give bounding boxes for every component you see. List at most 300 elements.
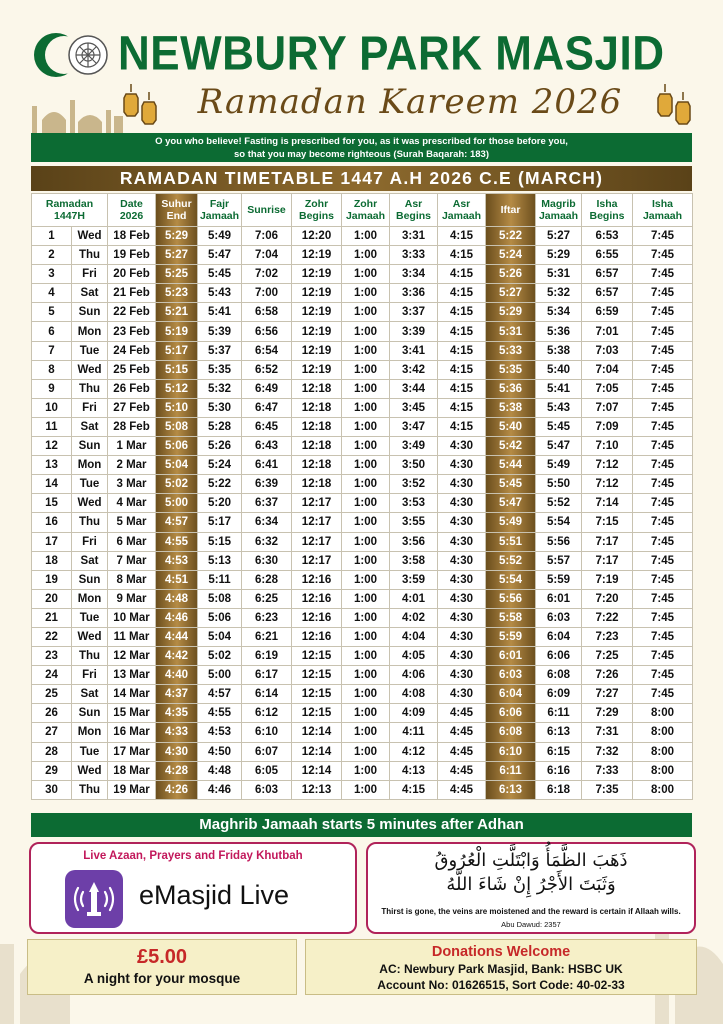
- table-cell: 7:25: [582, 647, 633, 666]
- table-cell: 4:26: [156, 780, 198, 799]
- table-cell: 5:56: [486, 589, 536, 608]
- table-cell: 5:36: [536, 322, 582, 341]
- table-row: [32, 570, 693, 589]
- table-cell: 6:13: [536, 723, 582, 742]
- table-cell: 6:03: [242, 780, 292, 799]
- table-cell: 5:29: [156, 227, 198, 246]
- table-cell: 5:50: [536, 475, 582, 494]
- table-cell: 1:00: [342, 265, 390, 284]
- table-cell: Sat: [72, 417, 108, 436]
- table-cell: 4:30: [438, 647, 486, 666]
- table-cell: 12:17: [292, 551, 342, 570]
- table-cell: 4:57: [156, 513, 198, 532]
- table-cell: 7:00: [242, 284, 292, 303]
- table-cell: 16 Mar: [108, 723, 156, 742]
- table-cell: 12:19: [292, 265, 342, 284]
- table-cell: 5:21: [156, 303, 198, 322]
- table-cell: 19: [32, 570, 72, 589]
- column-header-line: 1447H: [54, 210, 85, 222]
- table-row: [32, 589, 693, 608]
- table-cell: 6:58: [242, 303, 292, 322]
- table-cell: 20 Feb: [108, 265, 156, 284]
- table-cell: 3:31: [390, 227, 438, 246]
- table-cell: 12:19: [292, 246, 342, 265]
- table-row: [32, 322, 693, 341]
- table-cell: 4:45: [438, 761, 486, 780]
- table-row: [32, 551, 693, 570]
- table-row: [32, 647, 693, 666]
- table-cell: 13 Mar: [108, 666, 156, 685]
- table-cell: 7:26: [582, 666, 633, 685]
- table-cell: 5:00: [156, 494, 198, 513]
- table-cell: 1:00: [342, 456, 390, 475]
- table-cell: 13: [32, 456, 72, 475]
- hadith-panel: [366, 842, 696, 934]
- table-cell: 3 Mar: [108, 475, 156, 494]
- table-cell: 10: [32, 398, 72, 417]
- table-cell: 4:30: [438, 608, 486, 627]
- table-cell: 5:06: [156, 437, 198, 456]
- table-cell: 4:42: [156, 647, 198, 666]
- table-cell: Thu: [72, 379, 108, 398]
- table-cell: 4:53: [198, 723, 242, 742]
- table-cell: 6:39: [242, 475, 292, 494]
- quran-verse-banner: [31, 133, 692, 162]
- table-cell: 5:32: [198, 379, 242, 398]
- table-cell: 5:38: [486, 398, 536, 417]
- table-cell: 4:30: [438, 532, 486, 551]
- table-cell: 4:44: [156, 627, 198, 646]
- price-caption: A night for your mosque: [83, 971, 241, 986]
- table-cell: Sat: [72, 685, 108, 704]
- table-cell: 6:10: [486, 742, 536, 761]
- table-cell: 4:45: [438, 723, 486, 742]
- column-header: [108, 194, 156, 227]
- table-cell: 7:32: [582, 742, 633, 761]
- column-header-line: Jamaah: [345, 210, 386, 222]
- table-cell: 5:59: [536, 570, 582, 589]
- table-cell: 4:37: [156, 685, 198, 704]
- table-cell: 30: [32, 780, 72, 799]
- table-cell: 4:08: [390, 685, 438, 704]
- table-cell: 6:01: [536, 589, 582, 608]
- table-cell: 2: [32, 246, 72, 265]
- table-cell: Sun: [72, 704, 108, 723]
- table-cell: 7:45: [633, 666, 693, 685]
- table-cell: Wed: [72, 627, 108, 646]
- table-cell: 6:57: [582, 265, 633, 284]
- table-cell: 4:55: [156, 532, 198, 551]
- table-cell: 4:45: [438, 780, 486, 799]
- column-header-line: Isha: [652, 198, 674, 210]
- table-cell: 5:23: [156, 284, 198, 303]
- table-cell: 5:44: [486, 456, 536, 475]
- verse-line-1: O you who believe! Fasting is prescribed for you, as it was prescribed for those before you,: [155, 136, 568, 147]
- column-header-line: Jamaah: [538, 210, 579, 222]
- table-row: [32, 398, 693, 417]
- live-heading: Live Azaan, Prayers and Friday Khutbah: [83, 850, 303, 862]
- table-cell: 1:00: [342, 627, 390, 646]
- table-cell: 17 Mar: [108, 742, 156, 761]
- table-cell: 6:08: [486, 723, 536, 742]
- table-cell: 12:20: [292, 227, 342, 246]
- timetable: [31, 193, 693, 800]
- table-cell: 1:00: [342, 551, 390, 570]
- table-cell: 5:24: [198, 456, 242, 475]
- timetable-header: [32, 194, 693, 227]
- table-cell: 3:36: [390, 284, 438, 303]
- table-cell: 7:23: [582, 627, 633, 646]
- table-cell: 1:00: [342, 608, 390, 627]
- table-cell: 5:32: [536, 284, 582, 303]
- table-cell: 6:55: [582, 246, 633, 265]
- table-cell: 12:15: [292, 666, 342, 685]
- table-cell: 6:05: [242, 761, 292, 780]
- table-cell: 3:34: [390, 265, 438, 284]
- column-header-line: Isha: [596, 198, 618, 210]
- table-cell: 5:42: [486, 437, 536, 456]
- table-cell: 5:49: [536, 456, 582, 475]
- table-cell: 1:00: [342, 761, 390, 780]
- table-cell: 7:31: [582, 723, 633, 742]
- emasjid-live-panel: [29, 842, 357, 934]
- table-cell: 4:12: [390, 742, 438, 761]
- table-cell: 1:00: [342, 685, 390, 704]
- table-cell: 8:00: [633, 742, 693, 761]
- table-cell: 3: [32, 265, 72, 284]
- table-cell: Mon: [72, 589, 108, 608]
- table-row: [32, 742, 693, 761]
- table-cell: 7:45: [633, 417, 693, 436]
- table-cell: 6:03: [536, 608, 582, 627]
- table-cell: 12:17: [292, 494, 342, 513]
- table-cell: 19 Mar: [108, 780, 156, 799]
- table-cell: 12:18: [292, 456, 342, 475]
- column-header: [486, 194, 536, 227]
- table-cell: 3:49: [390, 437, 438, 456]
- table-row: [32, 685, 693, 704]
- table-row: [32, 284, 693, 303]
- table-cell: 4:40: [156, 666, 198, 685]
- table-cell: 1:00: [342, 532, 390, 551]
- table-cell: 24: [32, 666, 72, 685]
- table-cell: 4:15: [438, 284, 486, 303]
- table-cell: 6:03: [486, 666, 536, 685]
- table-row: [32, 360, 693, 379]
- timetable-title: RAMADAN TIMETABLE 1447 A.H 2026 C.E (MARCH): [31, 166, 692, 191]
- table-cell: 7:17: [582, 551, 633, 570]
- table-cell: 5:35: [486, 360, 536, 379]
- table-cell: 7:45: [633, 246, 693, 265]
- table-cell: 5:15: [156, 360, 198, 379]
- table-cell: 4:15: [438, 265, 486, 284]
- table-cell: 12: [32, 437, 72, 456]
- table-cell: 7:29: [582, 704, 633, 723]
- table-cell: 7:45: [633, 456, 693, 475]
- table-cell: 5:25: [156, 265, 198, 284]
- maghrib-notice: Maghrib Jamaah starts 5 minutes after Adhan: [31, 813, 692, 837]
- table-cell: 27 Feb: [108, 398, 156, 417]
- column-header-line: Jamaah: [199, 210, 240, 222]
- column-header-line: Iftar: [500, 204, 521, 216]
- table-cell: 12:16: [292, 608, 342, 627]
- table-cell: 6:34: [242, 513, 292, 532]
- table-cell: 21: [32, 608, 72, 627]
- column-header-line: Begins: [589, 210, 625, 222]
- table-cell: 12:16: [292, 627, 342, 646]
- table-cell: 7:45: [633, 227, 693, 246]
- table-cell: 4:02: [390, 608, 438, 627]
- table-cell: 4:53: [156, 551, 198, 570]
- table-cell: 7:45: [633, 437, 693, 456]
- table-cell: 5:00: [198, 666, 242, 685]
- table-cell: Tue: [72, 742, 108, 761]
- table-cell: 7:45: [633, 513, 693, 532]
- table-cell: 7:45: [633, 647, 693, 666]
- table-cell: 14: [32, 475, 72, 494]
- table-cell: 9: [32, 379, 72, 398]
- table-cell: Fri: [72, 532, 108, 551]
- table-row: [32, 379, 693, 398]
- table-cell: Wed: [72, 360, 108, 379]
- table-cell: 21 Feb: [108, 284, 156, 303]
- table-cell: 6:14: [242, 685, 292, 704]
- table-cell: 6:21: [242, 627, 292, 646]
- table-cell: 3:45: [390, 398, 438, 417]
- table-cell: 6:41: [242, 456, 292, 475]
- table-row: [32, 723, 693, 742]
- table-cell: 6:07: [242, 742, 292, 761]
- table-cell: Mon: [72, 723, 108, 742]
- table-cell: 7:45: [633, 303, 693, 322]
- table-cell: 15 Mar: [108, 704, 156, 723]
- table-cell: 5:12: [156, 379, 198, 398]
- table-cell: 4:15: [438, 246, 486, 265]
- table-cell: 12:16: [292, 570, 342, 589]
- table-cell: 6:06: [536, 647, 582, 666]
- table-cell: 16: [32, 513, 72, 532]
- table-cell: 4:30: [438, 627, 486, 646]
- table-cell: 5:11: [198, 570, 242, 589]
- table-cell: 7:45: [633, 627, 693, 646]
- table-cell: 12:15: [292, 685, 342, 704]
- donations-bank-line: AC: Newbury Park Masjid, Bank: HSBC UK: [379, 962, 623, 976]
- table-cell: 5:52: [486, 551, 536, 570]
- table-cell: 24 Feb: [108, 341, 156, 360]
- table-cell: 4:30: [438, 589, 486, 608]
- table-cell: 12:18: [292, 475, 342, 494]
- table-cell: 5:27: [486, 284, 536, 303]
- table-cell: 7:01: [582, 322, 633, 341]
- table-cell: Tue: [72, 608, 108, 627]
- donations-account-line: Account No: 01626515, Sort Code: 40-02-33: [377, 978, 625, 992]
- table-cell: 7:04: [582, 360, 633, 379]
- table-row: [32, 456, 693, 475]
- table-cell: 4:15: [438, 303, 486, 322]
- table-cell: 5:49: [198, 227, 242, 246]
- table-cell: 12:18: [292, 417, 342, 436]
- table-row: [32, 246, 693, 265]
- table-cell: 6:04: [536, 627, 582, 646]
- table-cell: Mon: [72, 456, 108, 475]
- table-cell: 7:10: [582, 437, 633, 456]
- header-skyline-icon: [30, 96, 125, 134]
- table-cell: Wed: [72, 227, 108, 246]
- table-cell: 5:15: [198, 532, 242, 551]
- table-cell: 4:15: [438, 398, 486, 417]
- table-cell: 4:11: [390, 723, 438, 742]
- column-header-line: Suhur: [161, 198, 192, 210]
- table-cell: 5:31: [536, 265, 582, 284]
- table-cell: 1:00: [342, 303, 390, 322]
- table-cell: 3:50: [390, 456, 438, 475]
- column-header-line: Asr: [404, 198, 423, 210]
- table-cell: 6:16: [536, 761, 582, 780]
- table-cell: 1:00: [342, 246, 390, 265]
- table-cell: 18: [32, 551, 72, 570]
- table-cell: Sun: [72, 570, 108, 589]
- table-cell: 12:19: [292, 341, 342, 360]
- table-cell: Sun: [72, 303, 108, 322]
- table-cell: 20: [32, 589, 72, 608]
- table-cell: 5:29: [486, 303, 536, 322]
- table-cell: 5:35: [198, 360, 242, 379]
- column-header-line: Magrib: [541, 198, 576, 210]
- table-row: [32, 475, 693, 494]
- table-cell: 6:56: [242, 322, 292, 341]
- column-header: [536, 194, 582, 227]
- column-header-line: Ramadan: [45, 198, 94, 210]
- table-cell: 3:42: [390, 360, 438, 379]
- table-cell: Fri: [72, 398, 108, 417]
- column-header-line: Jamaah: [441, 210, 482, 222]
- table-cell: 5:36: [486, 379, 536, 398]
- column-header-line: Sunrise: [247, 204, 286, 216]
- price-panel: [27, 939, 297, 995]
- table-cell: 25 Feb: [108, 360, 156, 379]
- table-cell: 1:00: [342, 704, 390, 723]
- table-cell: 7:02: [242, 265, 292, 284]
- table-cell: 4:15: [438, 379, 486, 398]
- table-cell: 4:30: [438, 494, 486, 513]
- table-cell: 5:06: [198, 608, 242, 627]
- table-cell: 5:34: [536, 303, 582, 322]
- table-cell: 4:15: [390, 780, 438, 799]
- table-cell: 1:00: [342, 437, 390, 456]
- column-header: [582, 194, 633, 227]
- lantern-icon: [674, 92, 692, 128]
- table-cell: Thu: [72, 780, 108, 799]
- table-cell: 6:01: [486, 647, 536, 666]
- column-header-line: Begins: [396, 210, 432, 222]
- table-cell: 7:45: [633, 608, 693, 627]
- table-cell: 4:48: [156, 589, 198, 608]
- table-cell: 6:08: [536, 666, 582, 685]
- table-cell: 3:37: [390, 303, 438, 322]
- table-cell: 5:57: [536, 551, 582, 570]
- table-cell: 6:15: [536, 742, 582, 761]
- table-cell: 7:45: [633, 360, 693, 379]
- table-cell: 7:14: [582, 494, 633, 513]
- table-cell: 6:49: [242, 379, 292, 398]
- table-cell: 10 Mar: [108, 608, 156, 627]
- table-cell: 7:03: [582, 341, 633, 360]
- table-cell: 5:51: [486, 532, 536, 551]
- table-cell: 7:45: [633, 589, 693, 608]
- table-cell: 5:52: [536, 494, 582, 513]
- column-header: [438, 194, 486, 227]
- table-cell: 5:41: [198, 303, 242, 322]
- hadith-source: Abu Dawud: 2357: [501, 920, 561, 929]
- table-cell: 5:08: [198, 589, 242, 608]
- table-cell: 7: [32, 341, 72, 360]
- table-cell: 4:01: [390, 589, 438, 608]
- table-cell: 7:09: [582, 417, 633, 436]
- table-cell: 3:39: [390, 322, 438, 341]
- column-header: [156, 194, 198, 227]
- table-cell: 4:30: [438, 456, 486, 475]
- table-cell: 7:45: [633, 494, 693, 513]
- timetable-header-row: [32, 194, 693, 227]
- table-cell: 5:54: [536, 513, 582, 532]
- table-cell: 1:00: [342, 475, 390, 494]
- table-cell: 1: [32, 227, 72, 246]
- table-cell: 1:00: [342, 398, 390, 417]
- table-cell: 6:32: [242, 532, 292, 551]
- table-cell: Thu: [72, 513, 108, 532]
- table-cell: 1:00: [342, 341, 390, 360]
- column-header: [342, 194, 390, 227]
- table-cell: 4:30: [438, 475, 486, 494]
- table-cell: 6:11: [536, 704, 582, 723]
- table-cell: 28: [32, 742, 72, 761]
- table-cell: 2 Mar: [108, 456, 156, 475]
- verse-line-2: so that you may become righteous (Surah Baqarah: 183): [234, 149, 489, 160]
- table-cell: 3:56: [390, 532, 438, 551]
- table-row: [32, 303, 693, 322]
- table-cell: 1 Mar: [108, 437, 156, 456]
- table-cell: 7:35: [582, 780, 633, 799]
- table-row: [32, 608, 693, 627]
- table-cell: 6 Mar: [108, 532, 156, 551]
- table-cell: 7:04: [242, 246, 292, 265]
- table-cell: 4:45: [438, 742, 486, 761]
- table-cell: 5:22: [486, 227, 536, 246]
- table-cell: 1:00: [342, 417, 390, 436]
- masjid-logo-icon: [32, 30, 110, 80]
- table-cell: 12:18: [292, 398, 342, 417]
- table-cell: 4:33: [156, 723, 198, 742]
- table-cell: 6:11: [486, 761, 536, 780]
- price-amount: £5.00: [136, 946, 188, 968]
- table-cell: 12:19: [292, 284, 342, 303]
- table-cell: 14 Mar: [108, 685, 156, 704]
- table-cell: 11: [32, 417, 72, 436]
- table-cell: 3:58: [390, 551, 438, 570]
- table-cell: 6:47: [242, 398, 292, 417]
- ramadan-kareem-subtitle: Ramadan Kareem 2026: [197, 82, 623, 122]
- table-cell: 5:56: [536, 532, 582, 551]
- table-cell: 4:50: [198, 742, 242, 761]
- table-cell: 4:30: [438, 437, 486, 456]
- table-cell: 12:19: [292, 360, 342, 379]
- table-cell: 5:54: [486, 570, 536, 589]
- table-cell: 12:15: [292, 704, 342, 723]
- donations-panel: [305, 939, 697, 995]
- table-cell: 8:00: [633, 704, 693, 723]
- table-cell: 1:00: [342, 513, 390, 532]
- column-header: [390, 194, 438, 227]
